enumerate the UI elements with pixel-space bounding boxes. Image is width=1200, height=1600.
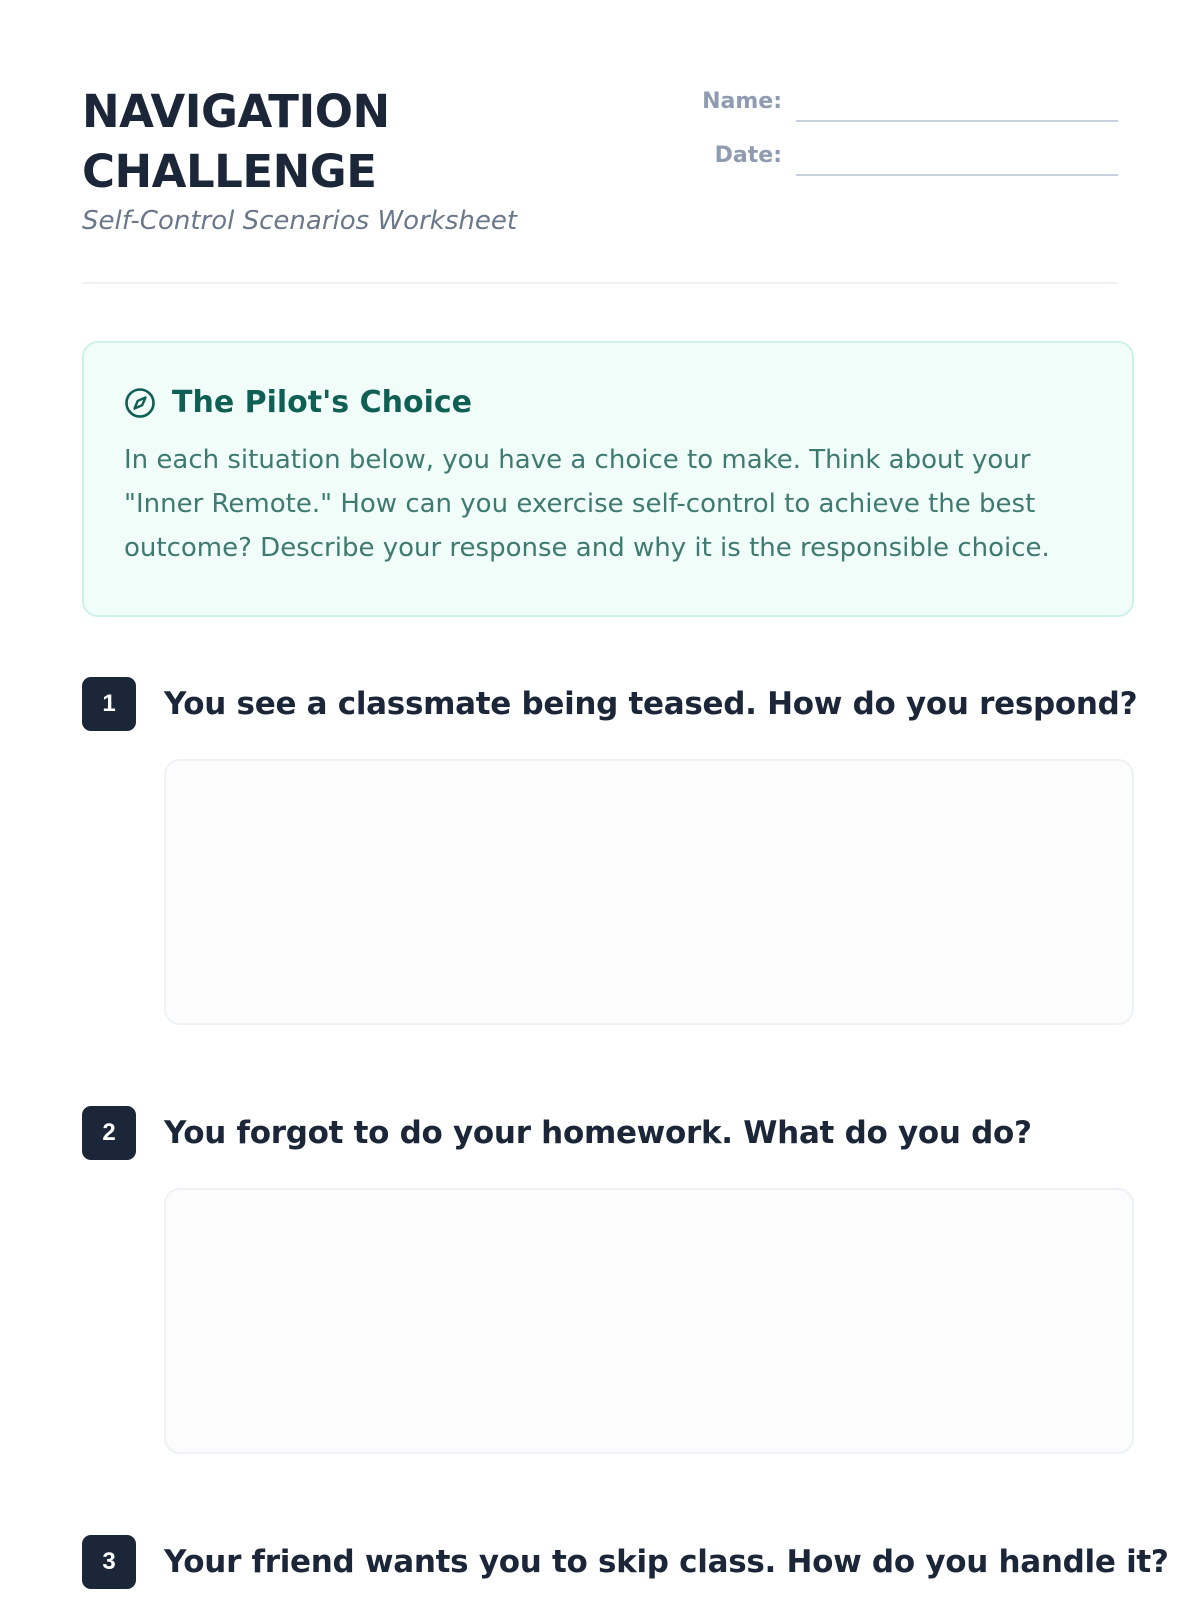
question-2 [82, 1106, 1134, 1454]
page-subtitle: Self-Control Scenarios Worksheet [82, 206, 518, 236]
instructions-box [82, 341, 1134, 617]
date-row [688, 138, 1118, 176]
name-field[interactable] [796, 82, 1118, 122]
question-3 [82, 1535, 1169, 1589]
question-number-badge: 3 [82, 1535, 136, 1589]
student-info [688, 84, 1118, 192]
instructions-title: The Pilot's Choice [172, 385, 472, 420]
title-line-2: CHALLENGE [82, 145, 377, 198]
answer-box-2[interactable] [164, 1188, 1134, 1454]
question-header [82, 677, 1138, 731]
question-1 [82, 677, 1138, 1025]
name-label: Name: [702, 89, 782, 114]
date-label: Date: [714, 143, 782, 168]
instructions-text: In each situation below, you have a choice to make. Think about your "Inner Remote." How can you exercise self-control to achieve the best outcome? Describe your response and why it is the responsible choice. [124, 445, 1050, 563]
worksheet-header [82, 0, 1118, 284]
question-text: You forgot to do your homework. What do you do? [164, 1115, 1032, 1151]
instructions-heading [124, 385, 1092, 420]
compass-icon [124, 387, 156, 419]
date-field[interactable] [796, 136, 1118, 176]
question-text: Your friend wants you to skip class. How do you handle it? [164, 1544, 1169, 1580]
question-header [82, 1106, 1134, 1160]
page-title [82, 82, 602, 202]
name-row [688, 84, 1118, 122]
question-header [82, 1535, 1169, 1589]
question-text: You see a classmate being teased. How do you respond? [164, 686, 1138, 722]
question-number-badge: 2 [82, 1106, 136, 1160]
title-line-1: NAVIGATION [82, 85, 390, 138]
answer-box-1[interactable] [164, 759, 1134, 1025]
question-number-badge: 1 [82, 677, 136, 731]
